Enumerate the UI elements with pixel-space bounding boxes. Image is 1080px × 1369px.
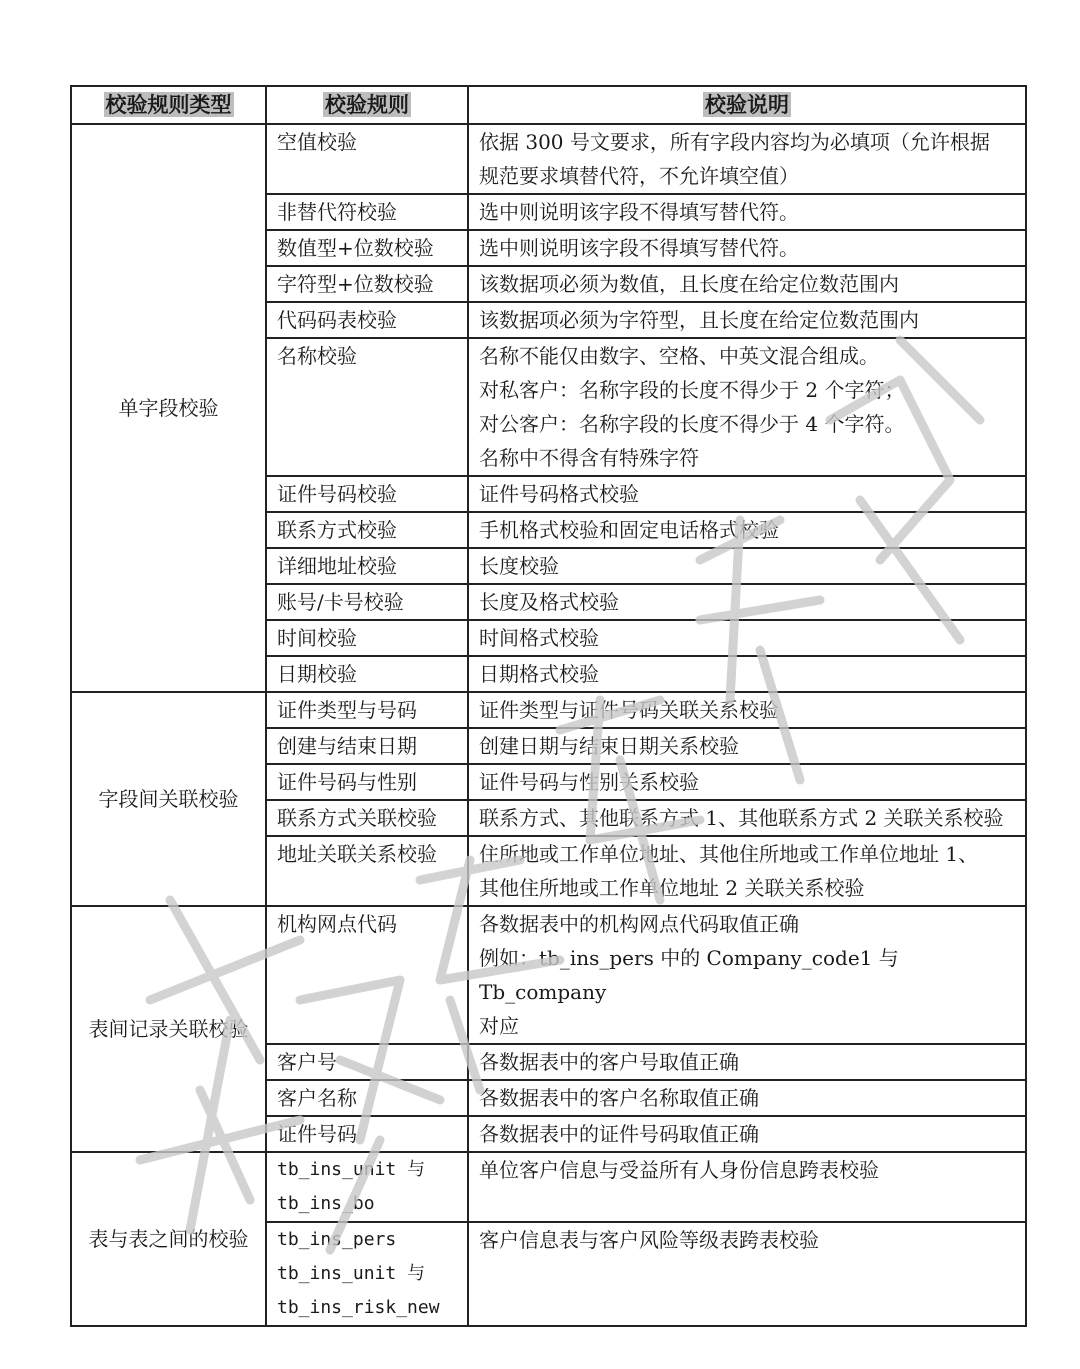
rule-text: 地址关联关系校验 xyxy=(277,842,437,866)
rule-text: tb_ins_risk_new xyxy=(277,1297,440,1318)
description-text: 该数据项必须为数值，且长度在给定位数范围内 xyxy=(479,272,899,296)
description-cell xyxy=(468,656,1026,692)
rule-cell xyxy=(266,1116,468,1152)
description-text: 手机格式校验和固定电话格式校验 xyxy=(479,518,779,542)
rule-cell xyxy=(266,194,468,230)
description-text: 证件号码格式校验 xyxy=(479,482,639,506)
description-text: 长度校验 xyxy=(479,554,559,578)
rule-text: 客户号 xyxy=(277,1050,337,1074)
rule-cell xyxy=(266,548,468,584)
rule-text: 时间校验 xyxy=(277,626,357,650)
description-cell xyxy=(468,124,1026,194)
rule-cell xyxy=(266,620,468,656)
rule-text: 证件号码与性别 xyxy=(277,770,417,794)
description-text: 各数据表中的证件号码取值正确 xyxy=(479,1122,759,1146)
header-category: 校验规则类型 xyxy=(71,86,266,124)
description-cell xyxy=(468,620,1026,656)
description-cell xyxy=(468,800,1026,836)
description-text: 选中则说明该字段不得填写替代符。 xyxy=(479,200,799,224)
description-text: 证件号码与性别关系校验 xyxy=(479,770,699,794)
rule-cell xyxy=(266,1152,468,1222)
validation-rules-table xyxy=(70,85,1027,1327)
rule-text: tb_ins_bo xyxy=(277,1193,375,1214)
rule-cell xyxy=(266,1044,468,1080)
rule-cell xyxy=(266,800,468,836)
description-text: 例如：tb_ins_pers 中的 Company_code1 与 Tb_company xyxy=(479,946,899,1004)
rule-text: 账号/卡号校验 xyxy=(277,590,404,614)
rule-cell xyxy=(266,728,468,764)
description-text: 依据 300 号文要求，所有字段内容均为必填项（允许根据 xyxy=(479,130,990,154)
description-cell xyxy=(468,1152,1026,1222)
description-text: 选中则说明该字段不得填写替代符。 xyxy=(479,236,799,260)
description-text: 名称不能仅由数字、空格、中英文混合组成。 xyxy=(479,344,879,368)
rule-cell xyxy=(266,584,468,620)
description-text: 对公客户：名称字段的长度不得少于 4 个字符。 xyxy=(479,412,905,436)
description-text: 名称中不得含有特殊字符 xyxy=(479,446,699,470)
rule-text: 非替代符校验 xyxy=(277,200,397,224)
description-text: 该数据项必须为字符型，且长度在给定位数范围内 xyxy=(479,308,919,332)
description-text: 其他住所地或工作单位地址 2 关联关系校验 xyxy=(479,876,865,900)
rule-text: 联系方式关联校验 xyxy=(277,806,437,830)
rule-cell xyxy=(266,230,468,266)
rule-text: tb_ins_unit 与 xyxy=(277,1159,426,1180)
rule-text: 证件类型与号码 xyxy=(277,698,417,722)
description-text: 对私客户：名称字段的长度不得少于 2 个字符； xyxy=(479,378,905,402)
description-cell xyxy=(468,906,1026,1044)
rule-text: tb_ins_pers xyxy=(277,1229,397,1250)
rule-cell xyxy=(266,302,468,338)
description-text: 规范要求填替代符，不允许填空值） xyxy=(479,164,799,188)
description-text: 客户信息表与客户风险等级表跨表校验 xyxy=(479,1228,819,1252)
description-cell xyxy=(468,728,1026,764)
description-cell xyxy=(468,302,1026,338)
description-text: 时间格式校验 xyxy=(479,626,599,650)
category-cell: 表间记录关联校验 xyxy=(71,906,266,1152)
rule-cell xyxy=(266,512,468,548)
table-row xyxy=(71,124,1026,194)
header-description: 校验说明 xyxy=(468,86,1026,124)
rule-text: 创建与结束日期 xyxy=(277,734,417,758)
description-text: 各数据表中的客户号取值正确 xyxy=(479,1050,739,1074)
description-cell xyxy=(468,338,1026,476)
rule-text: tb_ins_unit 与 xyxy=(277,1263,426,1284)
rule-text: 空值校验 xyxy=(277,130,357,154)
description-cell xyxy=(468,230,1026,266)
rule-cell xyxy=(266,692,468,728)
description-text: 创建日期与结束日期关系校验 xyxy=(479,734,739,758)
rule-cell xyxy=(266,476,468,512)
description-text: 证件类型与证件号码关联关系校验 xyxy=(479,698,779,722)
rule-cell xyxy=(266,1222,468,1326)
rule-text: 证件号码校验 xyxy=(277,482,397,506)
description-cell xyxy=(468,548,1026,584)
table-row xyxy=(71,906,1026,1044)
description-text: 联系方式、其他联系方式 1、其他联系方式 2 关联关系校验 xyxy=(479,806,1004,830)
rule-cell xyxy=(266,266,468,302)
rule-cell xyxy=(266,836,468,906)
description-cell xyxy=(468,476,1026,512)
description-cell xyxy=(468,1222,1026,1326)
rule-cell xyxy=(266,656,468,692)
description-cell xyxy=(468,836,1026,906)
rule-text: 证件号码 xyxy=(277,1122,357,1146)
table-header-row xyxy=(71,86,1026,124)
category-cell: 字段间关联校验 xyxy=(71,692,266,906)
header-rule: 校验规则 xyxy=(266,86,468,124)
description-cell xyxy=(468,1116,1026,1152)
rule-text: 客户名称 xyxy=(277,1086,357,1110)
description-cell xyxy=(468,584,1026,620)
description-text: 单位客户信息与受益所有人身份信息跨表校验 xyxy=(479,1158,879,1182)
description-text: 住所地或工作单位地址、其他住所地或工作单位地址 1、 xyxy=(479,842,979,866)
rule-text: 字符型+位数校验 xyxy=(277,272,434,296)
table-row xyxy=(71,1152,1026,1222)
rule-cell xyxy=(266,906,468,1044)
rule-cell xyxy=(266,764,468,800)
description-cell xyxy=(468,764,1026,800)
description-text: 长度及格式校验 xyxy=(479,590,619,614)
description-text: 各数据表中的客户名称取值正确 xyxy=(479,1086,759,1110)
rule-cell xyxy=(266,1080,468,1116)
rule-cell xyxy=(266,124,468,194)
rule-text: 代码码表校验 xyxy=(277,308,397,332)
description-cell xyxy=(468,512,1026,548)
rule-text: 机构网点代码 xyxy=(277,912,397,936)
description-text: 各数据表中的机构网点代码取值正确 xyxy=(479,912,799,936)
category-cell: 单字段校验 xyxy=(71,124,266,692)
description-cell xyxy=(468,692,1026,728)
description-cell xyxy=(468,194,1026,230)
description-text: 日期格式校验 xyxy=(479,662,599,686)
rule-text: 名称校验 xyxy=(277,344,357,368)
rule-cell xyxy=(266,338,468,476)
description-cell xyxy=(468,1080,1026,1116)
description-text: 对应 xyxy=(479,1014,519,1038)
table-row xyxy=(71,692,1026,728)
rule-text: 日期校验 xyxy=(277,662,357,686)
description-cell xyxy=(468,1044,1026,1080)
rule-text: 数值型+位数校验 xyxy=(277,236,434,260)
rule-text: 详细地址校验 xyxy=(277,554,397,578)
category-cell: 表与表之间的校验 xyxy=(71,1152,266,1326)
description-cell xyxy=(468,266,1026,302)
rule-text: 联系方式校验 xyxy=(277,518,397,542)
